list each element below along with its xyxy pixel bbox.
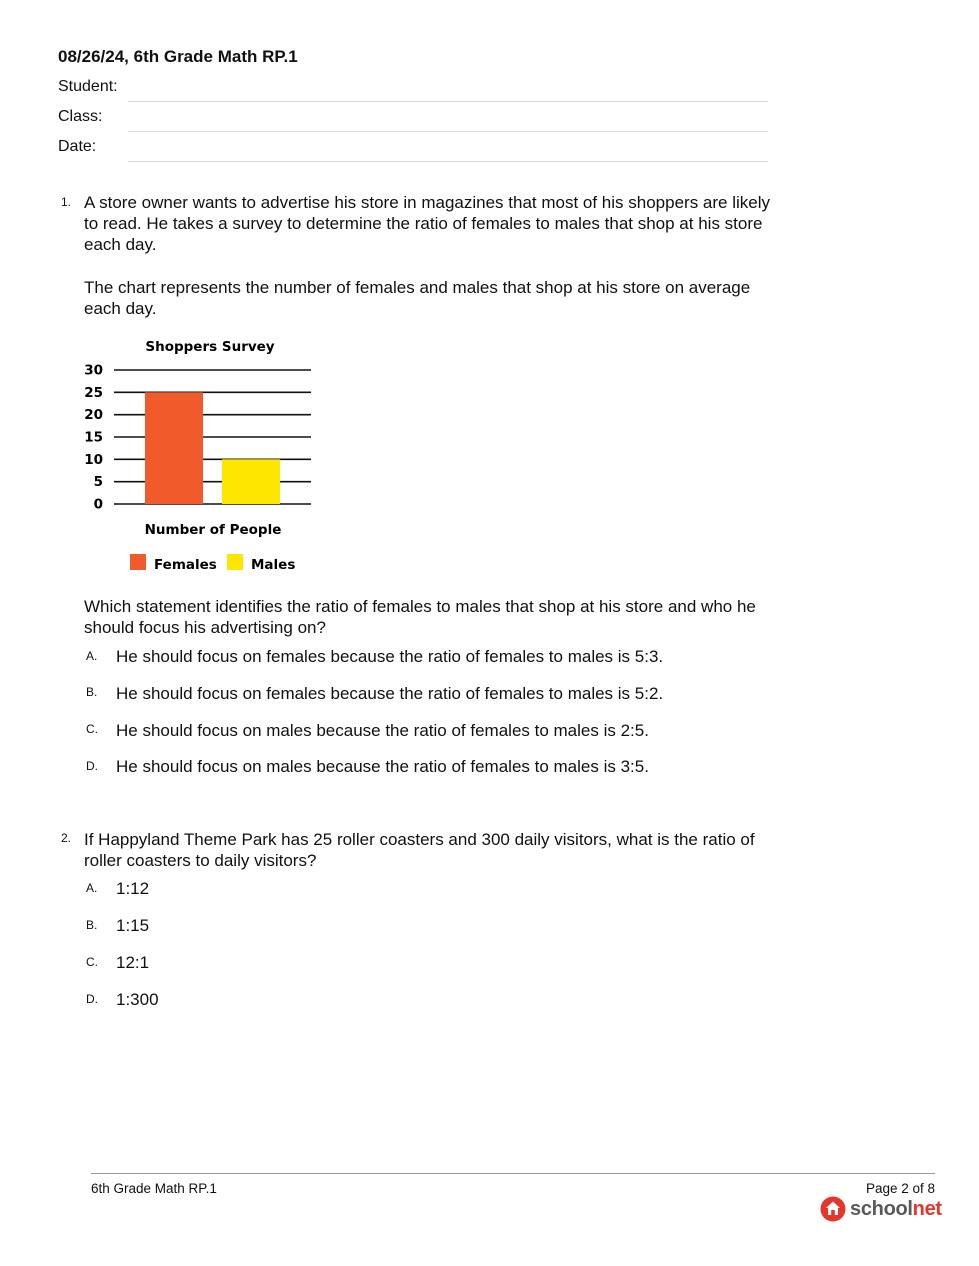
y-tick-label: 30 <box>84 362 103 379</box>
shoppers-survey-chart <box>80 332 320 580</box>
class-label: Class: <box>58 108 103 125</box>
q1-option-b-letter: B. <box>86 685 98 699</box>
page-title: 08/26/24, 6th Grade Math RP.1 <box>58 47 298 66</box>
chart-x-axis-label: Number of People <box>144 522 282 538</box>
question-1-prompt: Which statement identifies the ratio of females to males that shop at his store and who he should focus his advertising on? <box>84 597 756 637</box>
date-field-line <box>128 161 768 162</box>
q1-option-b[interactable]: He should focus on females because the ratio of females to males is 5:2. <box>116 684 664 703</box>
q2-option-d-letter: D. <box>86 992 98 1006</box>
q2-option-a[interactable]: 1:12 <box>116 879 150 898</box>
schoolnet-house-icon <box>820 1196 846 1222</box>
question-1-number: 1. <box>61 195 72 209</box>
legend-label-males: Males <box>251 557 296 573</box>
student-label: Student: <box>58 78 118 95</box>
schoolnet-wordmark: schoolnet <box>850 1197 942 1220</box>
bar-females <box>145 392 203 504</box>
y-tick-label: 5 <box>93 474 103 491</box>
footer-divider <box>91 1173 935 1174</box>
date-label: Date: <box>58 138 97 155</box>
q1-option-d[interactable]: He should focus on males because the ratio of females to males is 3:5. <box>116 757 649 776</box>
q1-option-c[interactable]: He should focus on males because the ratio of females to males is 2:5. <box>116 721 649 740</box>
q2-option-a-letter: A. <box>86 881 98 895</box>
question-2-number: 2. <box>61 831 72 845</box>
q2-option-c[interactable]: 12:1 <box>116 953 150 972</box>
q1-option-a-letter: A. <box>86 649 98 663</box>
q1-option-c-letter: C. <box>86 722 98 736</box>
y-tick-label: 15 <box>84 429 103 446</box>
question-2-prompt: If Happyland Theme Park has 25 roller coasters and 300 daily visitors, what is the ratio of roller coasters to daily visitors? <box>84 830 755 870</box>
footer-course-title: 6th Grade Math RP.1 <box>91 1181 217 1196</box>
question-1-paragraph-2: The chart represents the number of females and males that shop at his store on average each day. <box>84 278 751 318</box>
question-1-paragraph-1: A store owner wants to advertise his store in magazines that most of his shoppers are likely to read. He takes a survey to determine the ratio of females to males that shop at his store each day. <box>84 193 770 254</box>
schoolnet-logo <box>820 1195 942 1223</box>
legend-swatch-males <box>227 554 243 570</box>
bar-males <box>222 459 280 504</box>
q2-option-b-letter: B. <box>86 918 98 932</box>
y-tick-label: 10 <box>84 451 103 468</box>
legend-label-females: Females <box>154 557 217 573</box>
class-field-line <box>128 131 768 132</box>
y-tick-label: 0 <box>93 496 103 513</box>
footer-page-number: Page 2 of 8 <box>865 1181 935 1196</box>
q2-option-b[interactable]: 1:15 <box>116 916 150 935</box>
q1-option-d-letter: D. <box>86 759 98 773</box>
legend-swatch-females <box>130 554 146 570</box>
q2-option-d[interactable]: 1:300 <box>116 990 159 1009</box>
y-tick-label: 20 <box>84 407 103 424</box>
y-tick-label: 25 <box>84 384 103 401</box>
q1-option-a[interactable]: He should focus on females because the ratio of females to males is 5:3. <box>116 647 664 666</box>
student-field-line <box>128 101 768 102</box>
chart-title: Shoppers Survey <box>145 339 275 355</box>
q2-option-c-letter: C. <box>86 955 98 969</box>
